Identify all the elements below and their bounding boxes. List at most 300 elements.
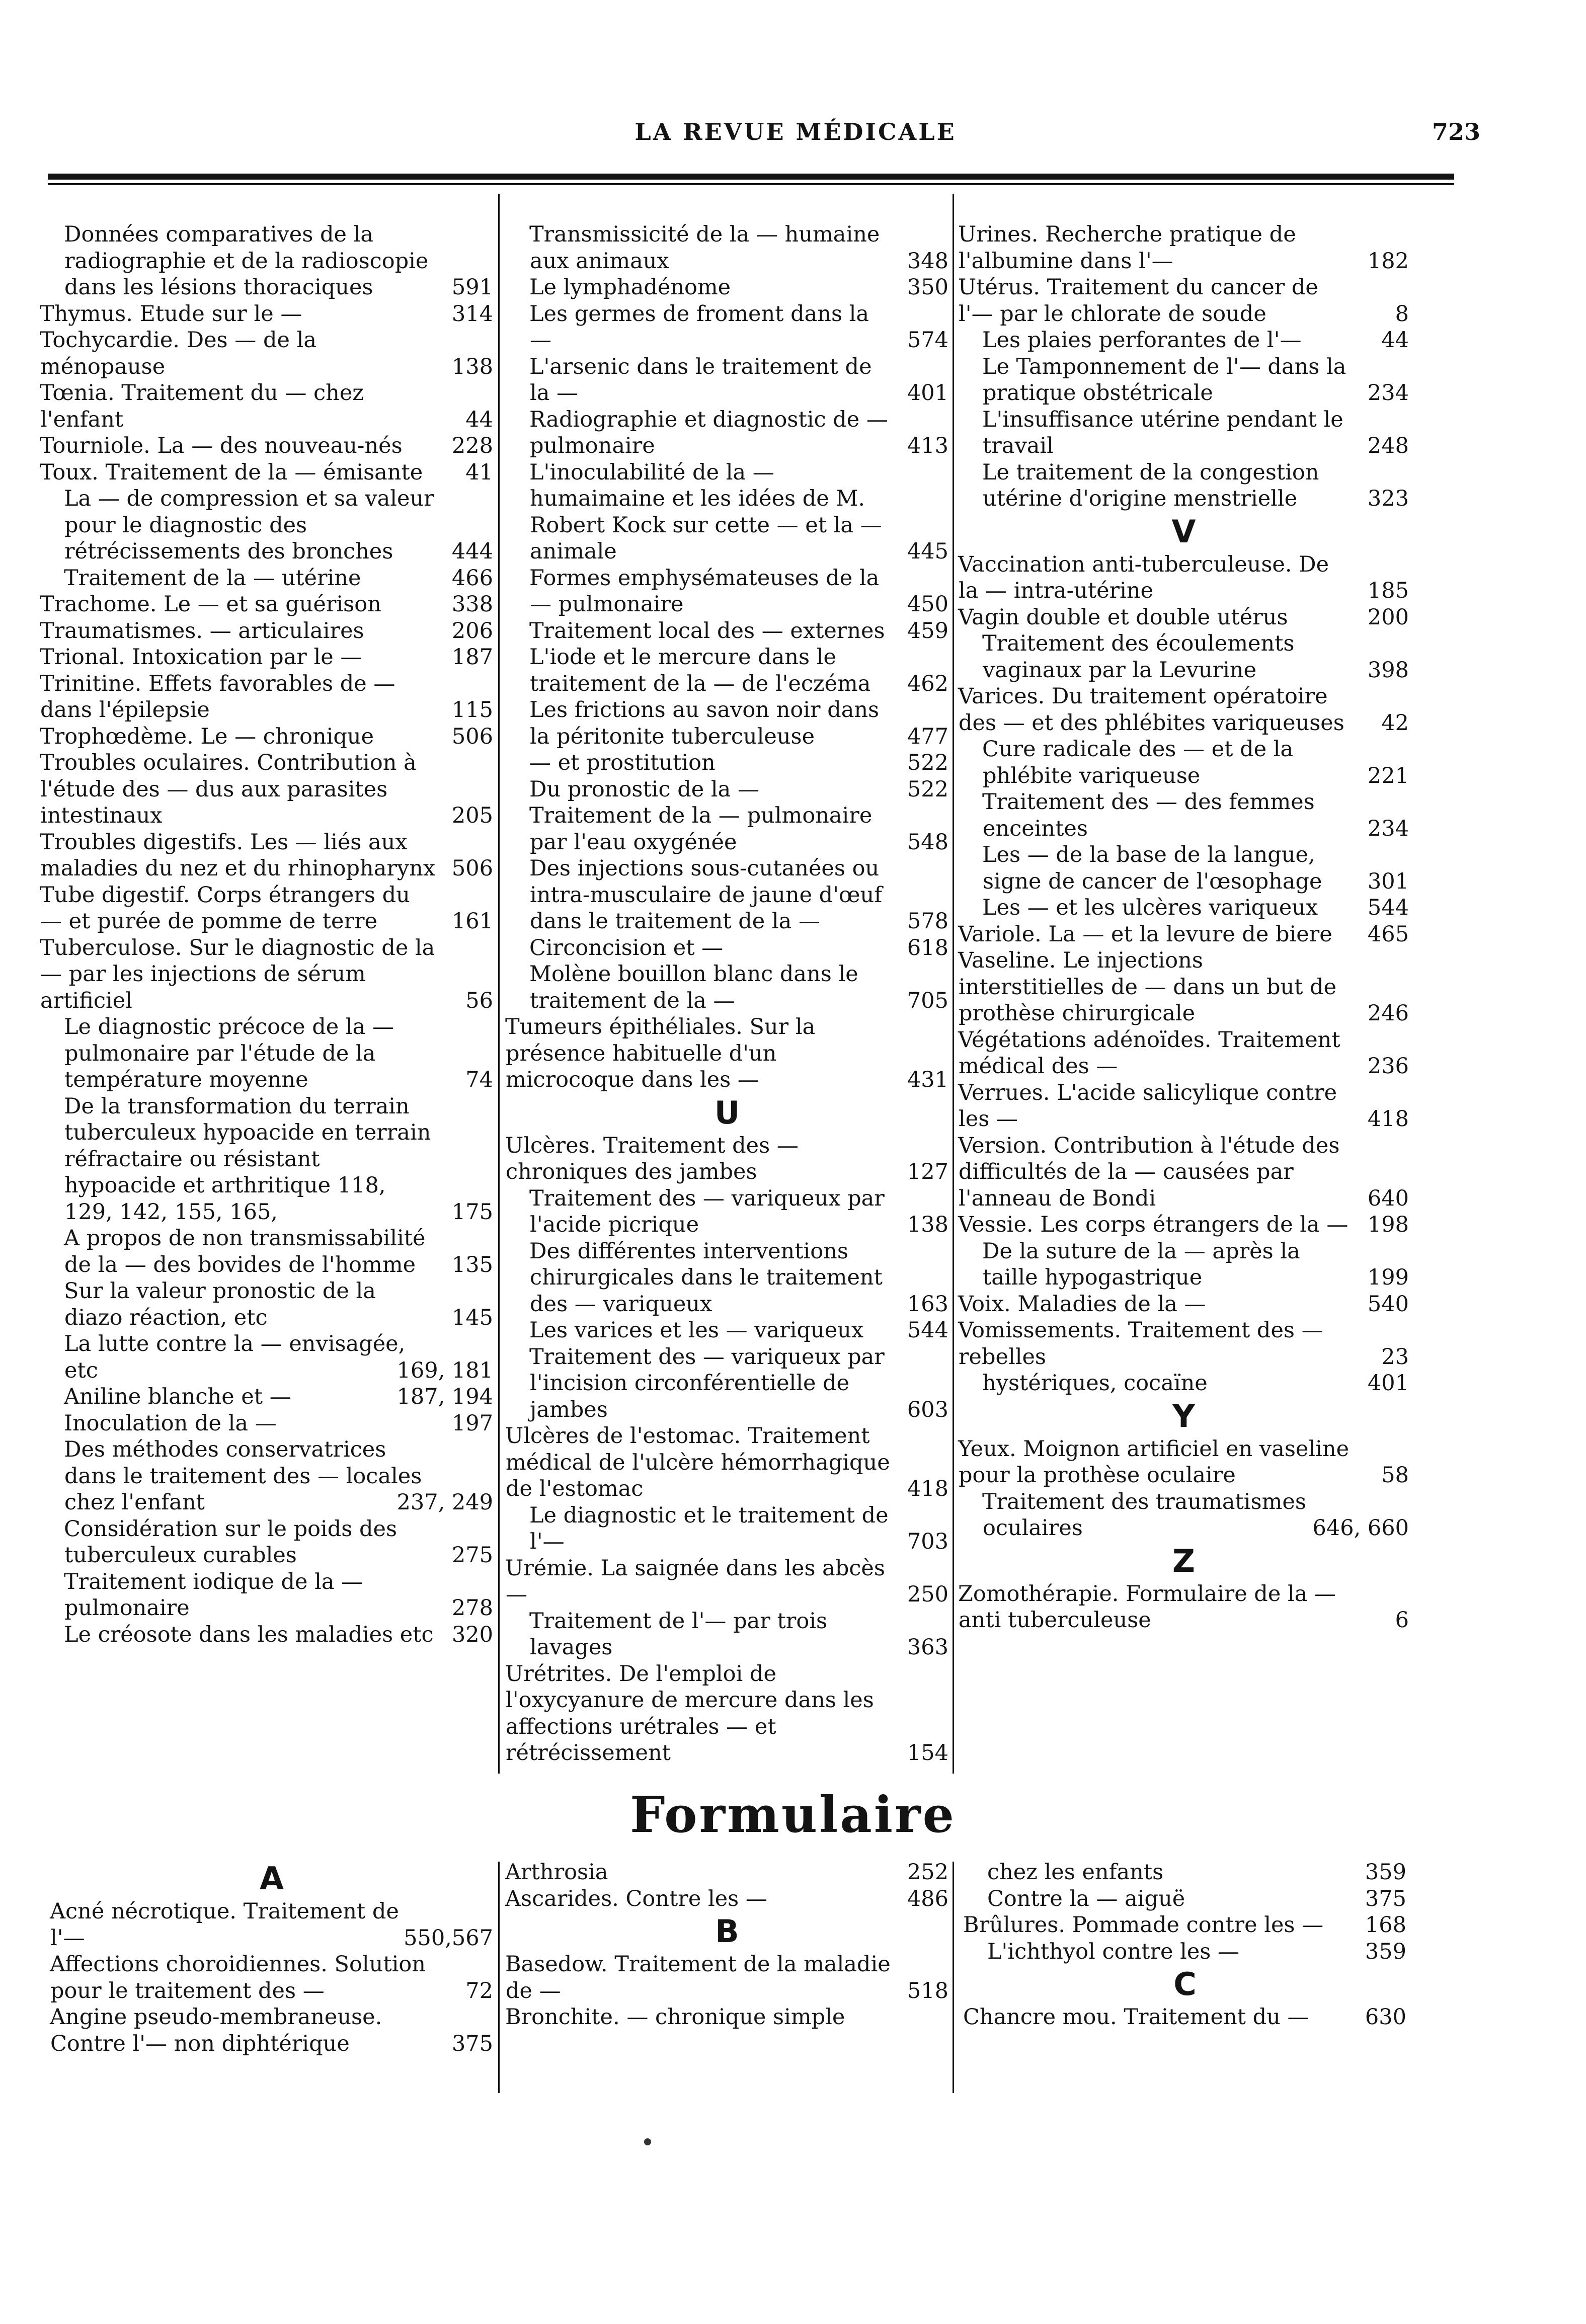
entry-text: Traitement local des — externes bbox=[529, 618, 885, 644]
entry-text: Le diagnostic et le traitement de l'— bbox=[529, 1502, 889, 1554]
entry-text: Yeux. Moignon artificiel en vaseline pour la prothèse oculaire bbox=[958, 1436, 1350, 1488]
index-entry bbox=[506, 935, 948, 961]
entry-text: Aniline blanche et — bbox=[64, 1384, 291, 1409]
index-entry bbox=[964, 1859, 1406, 1886]
entry-page-ref: 41 bbox=[465, 459, 493, 485]
entry-page-ref: 445 bbox=[907, 539, 948, 564]
entry-page-ref: 401 bbox=[1367, 1371, 1409, 1396]
entry-text: Brûlures. Pommade contre les — bbox=[963, 1912, 1324, 1938]
index-entry bbox=[506, 1555, 948, 1608]
entry-text: A propos de non transmissabilité de la — des bovides de l'homme bbox=[64, 1226, 426, 1277]
entry-page-ref: 168 bbox=[1365, 1912, 1406, 1938]
entry-page-ref: 591 bbox=[451, 275, 493, 300]
index-entry bbox=[40, 1014, 493, 1093]
index-entry bbox=[506, 697, 948, 750]
entry-page-ref: 6 bbox=[1395, 1608, 1409, 1633]
index-entry bbox=[40, 1622, 493, 1648]
entry-text: Radiographie et diagnostic de — pulmonaire bbox=[529, 407, 888, 458]
index-entry bbox=[964, 1886, 1406, 1912]
entry-page-ref: 646, 660 bbox=[1312, 1515, 1409, 1541]
entry-page-ref: 200 bbox=[1367, 604, 1409, 630]
entry-page-ref: 459 bbox=[907, 618, 948, 644]
entry-text: Arthrosia bbox=[505, 1860, 608, 1885]
index-column-3 bbox=[959, 221, 1409, 1634]
section-letter: C bbox=[1173, 1966, 1197, 2002]
entry-text: La — de compression et sa valeur pour le diagnostic des rétrécissements des bronches bbox=[64, 486, 434, 564]
entry-page-ref: 175 bbox=[451, 1199, 493, 1225]
entry-page-ref: 197 bbox=[451, 1410, 493, 1436]
section-letter: Y bbox=[1172, 1397, 1195, 1434]
entry-page-ref: 640 bbox=[1367, 1185, 1409, 1211]
section-letter: V bbox=[1171, 513, 1196, 550]
column-divider-2 bbox=[953, 194, 954, 1774]
entry-page-ref: 127 bbox=[907, 1159, 948, 1184]
entry-text: Circoncision et — bbox=[529, 935, 724, 960]
entry-page-ref: 401 bbox=[907, 380, 948, 406]
entry-page-ref: 115 bbox=[451, 697, 493, 723]
entry-text: Urémie. La saignée dans les abcès — bbox=[505, 1555, 885, 1607]
entry-text: Les — de la base de la langue, signe de cancer de l'œsophage bbox=[982, 842, 1322, 894]
entry-page-ref: 522 bbox=[907, 776, 948, 802]
index-entry bbox=[959, 1581, 1409, 1634]
entry-page-ref: 418 bbox=[1367, 1106, 1409, 1132]
entry-page-ref: 275 bbox=[451, 1543, 493, 1568]
entry-text: La lutte contre la — envisagée, etc bbox=[64, 1331, 406, 1383]
entry-page-ref: 618 bbox=[907, 935, 948, 960]
index-entry bbox=[959, 683, 1409, 736]
entry-page-ref: 506 bbox=[451, 856, 493, 881]
entry-text: Zomothérapie. Formulaire de la — anti tuberculeuse bbox=[958, 1581, 1336, 1633]
entry-text: Inoculation de la — bbox=[64, 1410, 277, 1436]
entry-text: Troubles oculaires. Contribution à l'étude des — dus aux parasites intestinaux bbox=[40, 750, 417, 828]
index-entry bbox=[959, 604, 1409, 631]
index-entry bbox=[40, 671, 493, 724]
entry-text: Tumeurs épithéliales. Sur la présence habituelle d'un microcoque dans les — bbox=[505, 1014, 816, 1092]
entry-text: Du pronostic de la — bbox=[529, 776, 759, 802]
entry-text: Sur la valeur pronostic de la diazo réaction, etc bbox=[64, 1278, 376, 1330]
index-entry bbox=[40, 1093, 493, 1226]
entry-text: L'inoculabilité de la — humaimaine et les idées de M. Robert Kock sur cette — et la — animale bbox=[529, 459, 882, 564]
entry-page-ref: 58 bbox=[1381, 1463, 1409, 1488]
entry-text: Végétations adénoïdes. Traitement médical des — bbox=[958, 1027, 1340, 1079]
entry-text: Le lymphadénome bbox=[529, 275, 731, 300]
entry-text: Chancre mou. Traitement du — bbox=[963, 2005, 1309, 2030]
index-entry bbox=[506, 1185, 948, 1238]
entry-page-ref: 375 bbox=[451, 2031, 493, 2056]
entry-text: Tuberculose. Sur le diagnostic de la — par les injections de sérum artificiel bbox=[40, 935, 435, 1013]
entry-text: Contre la — aiguë bbox=[987, 1886, 1185, 1911]
index-entry bbox=[506, 459, 948, 565]
entry-text: Trinitine. Effets favorables de — dans l'épilepsie bbox=[40, 671, 395, 723]
index-entry bbox=[506, 1238, 948, 1318]
entry-text: Vagin double et double utérus bbox=[958, 604, 1288, 630]
index-entry bbox=[40, 380, 493, 433]
index-entry bbox=[506, 1502, 948, 1555]
index-entry bbox=[40, 1225, 493, 1278]
entry-page-ref: 465 bbox=[1367, 921, 1409, 947]
index-entry bbox=[506, 1661, 948, 1767]
index-entry bbox=[40, 459, 493, 486]
index-entry bbox=[959, 459, 1409, 512]
entry-text: Traitement de la — utérine bbox=[64, 565, 361, 591]
index-entry bbox=[40, 1569, 493, 1622]
index-entry bbox=[506, 644, 948, 697]
entry-text: Vaccination anti-tuberculeuse. De la — intra-utérine bbox=[958, 551, 1329, 603]
entry-text: Des différentes interventions chirurgicales dans le traitement des — variqueux bbox=[529, 1238, 883, 1317]
index-entry bbox=[40, 301, 493, 328]
entry-page-ref: 8 bbox=[1395, 301, 1409, 327]
entry-page-ref: 250 bbox=[907, 1582, 948, 1607]
entry-page-ref: 205 bbox=[451, 803, 493, 828]
entry-text: Traitement des traumatismes oculaires bbox=[982, 1489, 1306, 1541]
index-entry bbox=[506, 1344, 948, 1423]
index-entry bbox=[506, 1133, 948, 1185]
entry-text: Tœnia. Traitement du — chez l'enfant bbox=[40, 380, 364, 432]
entry-page-ref: 138 bbox=[907, 1212, 948, 1237]
entry-text: Les plaies perforantes de l'— bbox=[982, 328, 1302, 353]
section-letter: Z bbox=[1172, 1542, 1195, 1579]
entry-page-ref: 234 bbox=[1367, 380, 1409, 406]
index-entry bbox=[506, 1886, 948, 1912]
index-entry bbox=[40, 1331, 493, 1384]
entry-page-ref: 56 bbox=[465, 988, 493, 1013]
entry-text: Version. Contribution à l'étude des difficultés de la — causées par l'anneau de Bondi bbox=[958, 1133, 1340, 1211]
entry-text: Le créosote dans les maladies etc bbox=[64, 1622, 434, 1647]
entry-page-ref: 278 bbox=[451, 1595, 493, 1621]
entry-text: Thymus. Etude sur le — bbox=[40, 301, 302, 327]
index-entry bbox=[40, 1516, 493, 1569]
index-entry bbox=[959, 1291, 1409, 1318]
entry-page-ref: 413 bbox=[907, 433, 948, 458]
entry-text: Vomissements. Traitement des — rebelles bbox=[958, 1318, 1323, 1370]
formulaire-column-1 bbox=[50, 1859, 493, 2057]
formulaire-column-2 bbox=[506, 1859, 948, 2031]
entry-page-ref: 42 bbox=[1381, 710, 1409, 736]
entry-text: Traitement des écoulements vaginaux par la Levurine bbox=[982, 631, 1295, 683]
entry-page-ref: 363 bbox=[907, 1635, 948, 1660]
entry-text: Acné nécrotique. Traitement de l'— bbox=[50, 1899, 399, 1951]
entry-text: Troubles digestifs. Les — liés aux maladies du nez et du rhinopharynx bbox=[40, 829, 436, 881]
entry-page-ref: 145 bbox=[451, 1305, 493, 1330]
index-entry bbox=[959, 1489, 1409, 1542]
entry-text: Traumatismes. — articulaires bbox=[40, 618, 364, 644]
index-entry bbox=[40, 1278, 493, 1331]
entry-page-ref: 338 bbox=[451, 592, 493, 617]
entry-text: Le Tamponnement de l'— dans la pratique obstétricale bbox=[982, 354, 1346, 406]
column-divider-4 bbox=[953, 1862, 954, 2093]
entry-page-ref: 348 bbox=[907, 248, 948, 274]
entry-page-ref: 301 bbox=[1367, 868, 1409, 894]
index-entry bbox=[506, 961, 948, 1014]
entry-page-ref: 431 bbox=[907, 1067, 948, 1092]
entry-page-ref: 199 bbox=[1367, 1265, 1409, 1290]
entry-page-ref: 603 bbox=[907, 1397, 948, 1422]
section-title-formulaire: Formulaire bbox=[629, 1786, 957, 1844]
entry-text: Trachome. Le — et sa guérison bbox=[40, 592, 381, 617]
entry-page-ref: 228 bbox=[451, 433, 493, 458]
entry-page-ref: 544 bbox=[1367, 895, 1409, 920]
entry-text: Traitement de l'— par trois lavages bbox=[529, 1608, 828, 1660]
index-entry bbox=[506, 855, 948, 935]
entry-page-ref: 466 bbox=[451, 565, 493, 591]
index-entry bbox=[40, 750, 493, 829]
entry-text: Tourniole. La — des nouveau-nés bbox=[40, 433, 403, 458]
index-entry bbox=[506, 1608, 948, 1661]
entry-page-ref: 236 bbox=[1367, 1054, 1409, 1079]
entry-text: Basedow. Traitement de la maladie de — bbox=[505, 1952, 891, 2004]
section-letter: U bbox=[714, 1094, 740, 1131]
index-column-1 bbox=[40, 221, 493, 1648]
entry-page-ref: 705 bbox=[907, 988, 948, 1013]
index-entry bbox=[506, 618, 948, 645]
page-header bbox=[55, 118, 1536, 158]
entry-page-ref: 540 bbox=[1367, 1291, 1409, 1317]
entry-text: Affections choroidiennes. Solution pour le traitement des — bbox=[50, 1952, 426, 2004]
index-entry bbox=[40, 1410, 493, 1437]
index-entry bbox=[40, 829, 493, 882]
index-entry bbox=[40, 1384, 493, 1410]
index-entry bbox=[506, 1423, 948, 1502]
entry-page-ref: 72 bbox=[465, 1978, 493, 2004]
index-entry bbox=[40, 565, 493, 592]
index-entry bbox=[50, 2004, 493, 2057]
entry-text: — et prostitution bbox=[529, 750, 716, 775]
entry-page-ref: 450 bbox=[907, 592, 948, 617]
entry-text: Variole. La — et la levure de biere bbox=[958, 921, 1332, 947]
entry-page-ref: 550,567 bbox=[404, 1925, 493, 1951]
index-entry bbox=[959, 354, 1409, 407]
entry-text: Voix. Maladies de la — bbox=[958, 1291, 1206, 1317]
index-column-2 bbox=[506, 221, 948, 1767]
entry-page-ref: 154 bbox=[907, 1740, 948, 1766]
entry-page-ref: 544 bbox=[907, 1318, 948, 1343]
entry-page-ref: 477 bbox=[907, 724, 948, 749]
index-entry bbox=[506, 354, 948, 407]
index-entry bbox=[959, 1133, 1409, 1212]
index-entry bbox=[964, 2004, 1406, 2031]
entry-page-ref: 44 bbox=[465, 407, 493, 432]
index-entry bbox=[40, 724, 493, 750]
entry-page-ref: 169, 181 bbox=[396, 1357, 493, 1383]
index-entry bbox=[506, 803, 948, 855]
entry-text: Ascarides. Contre les — bbox=[505, 1886, 767, 1911]
index-entry bbox=[40, 221, 493, 301]
entry-text: L'ichthyol contre les — bbox=[987, 1939, 1240, 1964]
index-entry bbox=[959, 1370, 1409, 1397]
entry-text: chez les enfants bbox=[987, 1860, 1164, 1885]
entry-text: Urines. Recherche pratique de l'albumine dans l'— bbox=[958, 222, 1296, 274]
journal-title: LA REVUE MÉDICALE bbox=[635, 118, 957, 145]
index-entry bbox=[40, 644, 493, 671]
column-divider-3 bbox=[498, 1862, 500, 2093]
index-entry bbox=[959, 895, 1409, 921]
entry-page-ref: 185 bbox=[1367, 578, 1409, 603]
entry-page-ref: 418 bbox=[907, 1476, 948, 1501]
entry-text: Verrues. L'acide salicylique contre les — bbox=[958, 1080, 1337, 1132]
index-entry bbox=[506, 1317, 948, 1344]
entry-page-ref: 163 bbox=[907, 1291, 948, 1317]
index-entry bbox=[506, 776, 948, 803]
ink-speck bbox=[644, 2138, 651, 2145]
entry-text: Utérus. Traitement du cancer de l'— par le chlorate de soude bbox=[958, 275, 1318, 327]
entry-text: Varices. Du traitement opératoire des — et des phlébites variqueuses bbox=[958, 684, 1344, 736]
entry-text: Urétrites. De l'emploi de l'oxycyanure de mercure dans les affections urétrales — et rétrécissement bbox=[505, 1661, 874, 1766]
entry-text: Traitement de la — pulmonaire par l'eau oxygénée bbox=[529, 803, 873, 855]
page-number: 723 bbox=[1432, 118, 1480, 145]
entry-page-ref: 237, 249 bbox=[396, 1490, 493, 1515]
entry-text: L'insuffisance utérine pendant le travail bbox=[982, 407, 1343, 458]
entry-page-ref: 359 bbox=[1365, 1939, 1406, 1964]
index-entry bbox=[506, 301, 948, 354]
entry-page-ref: 398 bbox=[1367, 657, 1409, 683]
entry-text: Les varices et les — variqueux bbox=[529, 1318, 864, 1343]
entry-page-ref: 246 bbox=[1367, 1001, 1409, 1026]
entry-page-ref: 161 bbox=[451, 909, 493, 934]
entry-text: Transmissicité de la — humaine aux animaux bbox=[529, 222, 880, 274]
entry-text: Traitement des — variqueux par l'acide picrique bbox=[529, 1185, 885, 1237]
index-entry bbox=[506, 274, 948, 301]
entry-page-ref: 44 bbox=[1381, 328, 1409, 353]
index-entry bbox=[50, 1951, 493, 2004]
index-entry bbox=[959, 221, 1409, 274]
index-entry bbox=[506, 565, 948, 618]
index-entry bbox=[959, 1238, 1409, 1291]
entry-page-ref: 506 bbox=[451, 724, 493, 749]
entry-text: Des méthodes conservatrices dans le traitement des — locales chez l'enfant bbox=[64, 1437, 422, 1515]
entry-page-ref: 234 bbox=[1367, 816, 1409, 841]
entry-page-ref: 206 bbox=[451, 618, 493, 644]
index-entry bbox=[506, 1951, 948, 2004]
entry-page-ref: 320 bbox=[451, 1622, 493, 1647]
entry-page-ref: 248 bbox=[1367, 433, 1409, 458]
entry-text: Bronchite. — chronique simple bbox=[505, 2005, 845, 2030]
index-entry bbox=[959, 630, 1409, 683]
entry-page-ref: 323 bbox=[1367, 486, 1409, 511]
index-entry bbox=[959, 1027, 1409, 1080]
entry-page-ref: 518 bbox=[907, 1978, 948, 2004]
index-entry bbox=[40, 486, 493, 565]
entry-text: Données comparatives de la radiographie et de la radioscopie dans les lésions thoraciques bbox=[64, 222, 429, 300]
entry-text: Traitement des — variqueux par l'incision circonférentielle de jambes bbox=[529, 1344, 885, 1422]
index-entry bbox=[40, 618, 493, 645]
index-entry bbox=[959, 842, 1409, 895]
index-entry bbox=[959, 274, 1409, 327]
index-entry bbox=[964, 1939, 1406, 1965]
entry-text: Les germes de froment dans la — bbox=[529, 301, 869, 353]
section-letter: B bbox=[715, 1913, 739, 1950]
index-entry bbox=[959, 736, 1409, 789]
index-entry bbox=[40, 882, 493, 935]
entry-page-ref: 198 bbox=[1367, 1212, 1409, 1237]
index-entry bbox=[959, 1212, 1409, 1238]
entry-text: Des injections sous-cutanées ou intra-musculaire de jaune d'œuf dans le traitement de la — bbox=[529, 856, 883, 934]
entry-text: Trophœdème. Le — chronique bbox=[40, 724, 374, 749]
index-entry bbox=[506, 750, 948, 776]
index-entry bbox=[959, 407, 1409, 459]
index-entry bbox=[40, 935, 493, 1014]
entry-text: Molène bouillon blanc dans le traitement de la — bbox=[529, 961, 858, 1013]
entry-page-ref: 444 bbox=[451, 539, 493, 564]
header-rule-thin bbox=[48, 183, 1454, 185]
index-entry bbox=[506, 2004, 948, 2031]
index-entry bbox=[50, 1898, 493, 1951]
entry-text: Le diagnostic précoce de la — pulmonaire par l'étude de la température moyenne bbox=[64, 1014, 394, 1092]
entry-text: Ulcères. Traitement des — chroniques des jambes bbox=[505, 1133, 799, 1184]
entry-page-ref: 462 bbox=[907, 671, 948, 696]
entry-page-ref: 252 bbox=[907, 1860, 948, 1885]
formulaire-column-3 bbox=[964, 1859, 1406, 2031]
index-entry bbox=[959, 327, 1409, 354]
entry-page-ref: 221 bbox=[1367, 763, 1409, 788]
entry-page-ref: 350 bbox=[907, 275, 948, 300]
entry-text: Considération sur le poids des tuberculeux curables bbox=[64, 1516, 398, 1568]
entry-text: L'iode et le mercure dans le traitement de la — de l'eczéma bbox=[529, 645, 871, 696]
entry-text: Traitement des — des femmes enceintes bbox=[982, 789, 1315, 841]
column-divider-1 bbox=[498, 194, 500, 1774]
entry-text: Vessie. Les corps étrangers de la — bbox=[958, 1212, 1349, 1237]
entry-text: Formes emphysémateuses de la — pulmonaire bbox=[529, 565, 880, 617]
entry-text: Le traitement de la congestion utérine d'origine menstrielle bbox=[982, 459, 1319, 511]
entry-page-ref: 138 bbox=[451, 354, 493, 379]
entry-page-ref: 187, 194 bbox=[396, 1384, 493, 1409]
entry-text: Trional. Intoxication par le — bbox=[40, 645, 362, 670]
entry-text: Tube digestif. Corps étrangers du — et purée de pomme de terre bbox=[40, 882, 410, 934]
entry-text: L'arsenic dans le traitement de la — bbox=[529, 354, 872, 406]
entry-text: Tochycardie. Des — de la ménopause bbox=[40, 328, 316, 379]
entry-text: Traitement iodique de la — pulmonaire bbox=[64, 1569, 363, 1621]
entry-page-ref: 548 bbox=[907, 829, 948, 855]
entry-page-ref: 359 bbox=[1365, 1860, 1406, 1885]
entry-text: Toux. Traitement de la — émisante bbox=[40, 459, 423, 485]
index-entry bbox=[506, 1014, 948, 1093]
entry-text: Les — et les ulcères variqueux bbox=[982, 895, 1318, 920]
index-entry bbox=[959, 921, 1409, 948]
entry-text: Vaseline. Le injections interstitielles de — dans un but de prothèse chirurgicale bbox=[958, 948, 1337, 1026]
index-entry bbox=[40, 1436, 493, 1516]
entry-page-ref: 135 bbox=[451, 1252, 493, 1277]
index-entry bbox=[959, 1080, 1409, 1133]
index-entry bbox=[506, 1859, 948, 1886]
index-entry bbox=[506, 221, 948, 274]
section-letter: A bbox=[260, 1860, 284, 1897]
entry-page-ref: 314 bbox=[451, 301, 493, 327]
entry-text: hystériques, cocaïne bbox=[982, 1371, 1208, 1396]
entry-page-ref: 182 bbox=[1367, 248, 1409, 274]
entry-page-ref: 486 bbox=[907, 1886, 948, 1911]
entry-page-ref: 578 bbox=[907, 909, 948, 934]
entry-text: De la transformation du terrain tuberculeux hypoacide en terrain réfractaire ou résistant hypoacide et arthritique 118, 129, 142, 155, 165, bbox=[64, 1093, 431, 1225]
index-entry bbox=[40, 327, 493, 380]
entry-text: De la suture de la — après la taille hypogastrique bbox=[982, 1238, 1300, 1290]
index-entry bbox=[506, 407, 948, 459]
index-entry bbox=[959, 1436, 1409, 1489]
index-entry bbox=[959, 551, 1409, 604]
index-entry bbox=[959, 947, 1409, 1027]
index-entry bbox=[40, 591, 493, 618]
index-entry bbox=[40, 433, 493, 459]
index-entry bbox=[959, 789, 1409, 842]
header-rule bbox=[48, 174, 1454, 180]
entry-page-ref: 23 bbox=[1381, 1344, 1409, 1370]
entry-page-ref: 522 bbox=[907, 750, 948, 775]
entry-text: Les frictions au savon noir dans la péritonite tuberculeuse bbox=[529, 697, 880, 749]
entry-text: Cure radicale des — et de la phlébite variqueuse bbox=[982, 737, 1294, 788]
index-entry bbox=[964, 1912, 1406, 1939]
entry-page-ref: 574 bbox=[907, 328, 948, 353]
entry-page-ref: 630 bbox=[1365, 2005, 1406, 2030]
index-entry bbox=[959, 1317, 1409, 1370]
entry-page-ref: 187 bbox=[451, 645, 493, 670]
